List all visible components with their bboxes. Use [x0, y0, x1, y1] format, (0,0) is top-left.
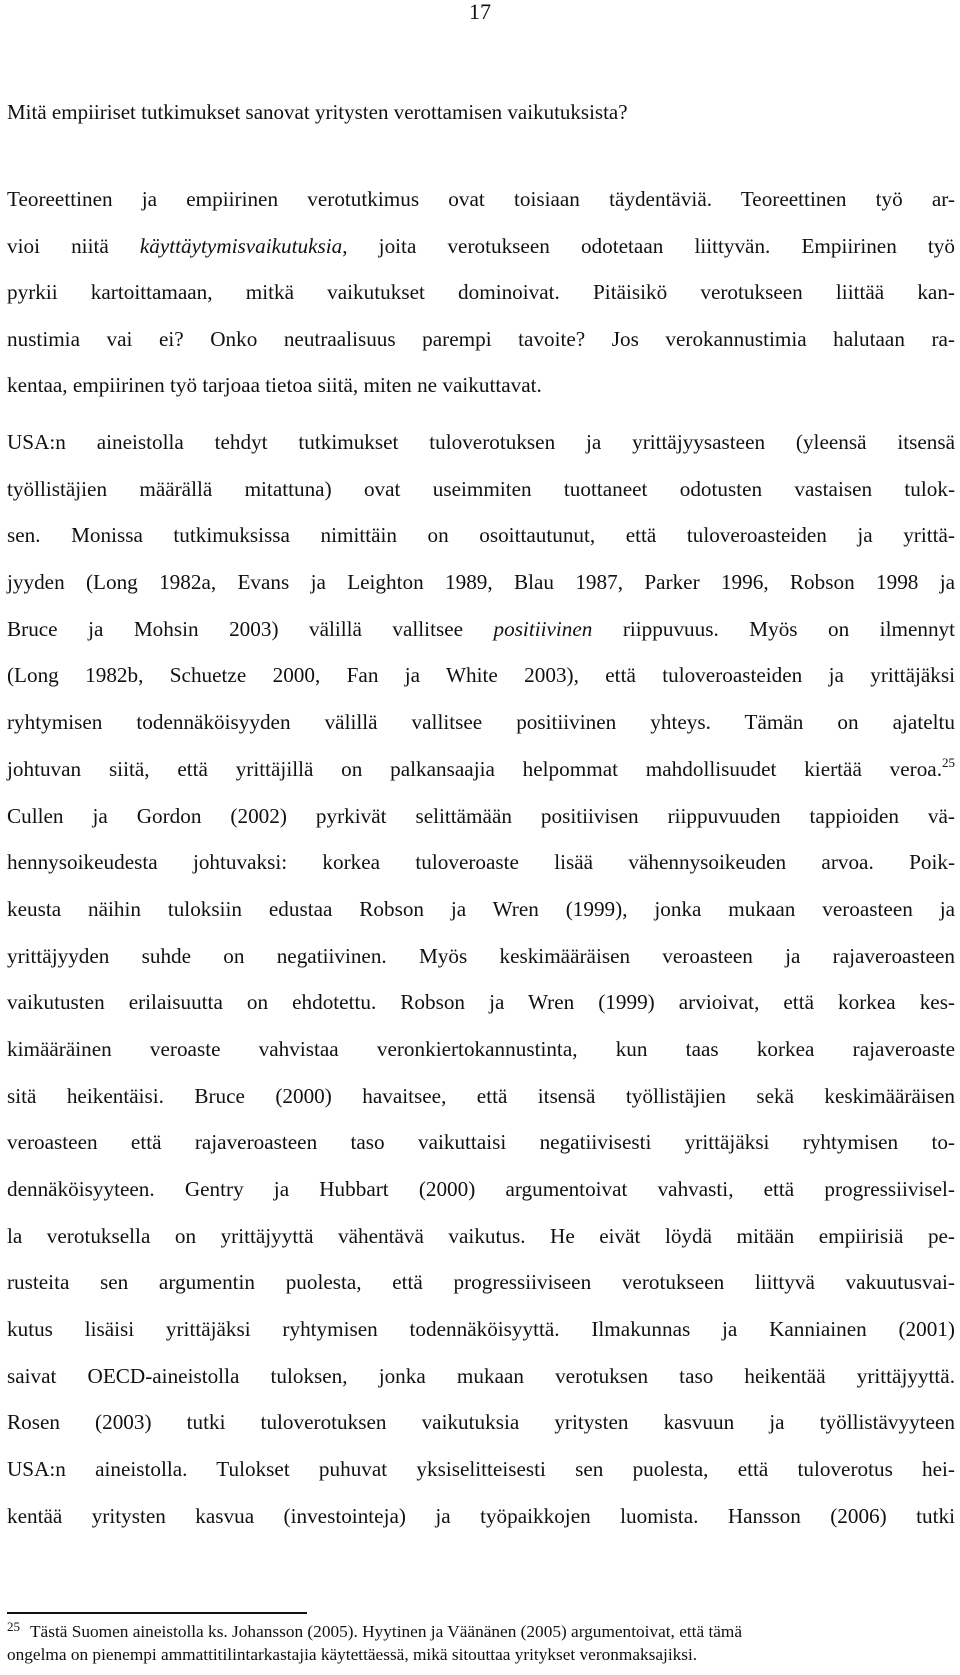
- footnote-line: [7, 1620, 955, 1643]
- paragraph-line: keusta näihin tuloksiin edustaa Robson ja Wren (1999), jonka mukaan veroasteen ja: [7, 896, 955, 921]
- section-heading: Mitä empiiriset tutkimukset sanovat yritysten verottamisen vaikutuksista?: [7, 100, 628, 124]
- paragraph-line: dennäköisyyteen. Gentry ja Hubbart (2000) argumentoivat vahvasti, että progressiivisel-: [7, 1177, 955, 1201]
- paragraph-line: USA:n aineistolla tehdyt tutkimukset tuloverotuksen ja yrittäjyysasteen (yleensä itsensä: [7, 430, 955, 454]
- paragraph-line: (Long 1982b, Schuetze 2000, Fan ja White 2003), että tuloveroasteiden ja yrittäjäksi: [7, 663, 955, 688]
- paragraph-line: kimääräinen veroaste vahvistaa veronkiertokannustinta, kun taas korkea rajaveroaste: [7, 1036, 955, 1061]
- paragraph-line: nustimia vai ei? Onko neutraalisuus parempi tavoite? Jos verokannustimia halutaan ra-: [7, 326, 955, 351]
- text-run: johtuvan siitä, että yrittäjillä on palkansaajia helpommat mahdollisuudet kiertää veroa.: [7, 756, 942, 781]
- paragraph-line: la verotuksella on yrittäjyyttä vähentävä vaikutus. He eivät löydä mitään empiirisiä pe-: [7, 1223, 955, 1248]
- paragraph-line: rusteita sen argumentin puolesta, että progressiiviseen verotukseen liittyvä vakuutusvai-: [7, 1270, 955, 1295]
- paragraph-line: ryhtymisen todennäköisyyden välillä vallitsee positiivinen yhteys. Tämän on ajateltu: [7, 710, 955, 735]
- paragraph-line: pyrkii kartoittamaan, mitkä vaikutukset dominoivat. Pitäisikö verotukseen liittää kan-: [7, 280, 955, 305]
- paragraph-line: veroasteen että rajaveroasteen taso vaikuttaisi negatiivisesti yrittäjäksi ryhtymisen to-: [7, 1130, 955, 1155]
- paragraph-line: hennysoikeudesta johtuvaksi: korkea tuloveroaste lisää vähennysoikeuden arvoa. Poik-: [7, 850, 955, 875]
- paragraph-1: [7, 176, 955, 409]
- paragraph-line: jyyden (Long 1982a, Evans ja Leighton 1989, Blau 1987, Parker 1996, Robson 1998 ja: [7, 570, 955, 595]
- paragraph-line: kentaa, empiirinen työ tarjoaa tietoa siitä, miten ne vaikuttavat.: [7, 373, 542, 398]
- paragraph-line: sen. Monissa tutkimuksissa nimittäin on osoittautunut, että tuloveroasteiden ja yrittä-: [7, 523, 955, 548]
- paragraph-line: USA:n aineistolla. Tulokset puhuvat yksiselitteisesti sen puolesta, että tuloverotus hei-: [7, 1457, 955, 1482]
- footnote-reference[interactable]: 25: [942, 754, 955, 770]
- paragraph-line: [7, 746, 955, 793]
- paragraph-line: työllistäjien määrällä mitattuna) ovat useimmiten tuottaneet odotusten vastaisen tulok-: [7, 476, 955, 501]
- italic-term: positiivinen: [493, 616, 593, 641]
- paragraph-line: Teoreettinen ja empiirinen verotutkimus ovat toisiaan täydentäviä. Teoreettinen työ ar-: [7, 187, 955, 211]
- footnote: [7, 1620, 955, 1666]
- paragraph-2: [7, 419, 955, 1540]
- text-run: vioi niitä: [7, 233, 140, 258]
- paragraph-line: [7, 223, 955, 270]
- footnote-line: ongelma on pienempi ammattitilintarkastajia käytettäessä, mikä sitouttaa yritykset veronmaksajiksi.: [7, 1645, 698, 1664]
- paragraph-line: yrittäjyyden suhde on negatiivinen. Myös keskimääräisen veroasteen ja rajaveroasteen: [7, 943, 955, 968]
- paragraph-line: kentää yritysten kasvua (investointeja) ja työpaikkojen luomista. Hansson (2006) tutki: [7, 1503, 955, 1528]
- text-run: riippuvuus. Myös on ilmennyt: [592, 616, 956, 641]
- footnote-divider: [7, 1612, 307, 1614]
- paragraph-line: [7, 606, 955, 653]
- paragraph-line: vaikutusten erilaisuutta on ehdotettu. Robson ja Wren (1999) arvioivat, että korkea kes-: [7, 990, 955, 1015]
- text-run: Bruce ja Mohsin 2003) välillä vallitsee: [7, 616, 494, 641]
- page-number: 17: [469, 0, 491, 24]
- paragraph-line: Cullen ja Gordon (2002) pyrkivät selittämään positiivisen riippuvuuden tappioiden vä-: [7, 803, 955, 828]
- footnote-number: 25: [7, 1619, 20, 1634]
- paragraph-line: Rosen (2003) tutki tuloverotuksen vaikutuksia yritysten kasvuun ja työllistävyyteen: [7, 1410, 955, 1435]
- paragraph-line: kutus lisäisi yrittäjäksi ryhtymisen todennäköisyyttä. Ilmakunnas ja Kanniainen (2001): [7, 1317, 955, 1342]
- footnote-text: Tästä Suomen aineistolla ks. Johansson (2005). Hyytinen ja Väänänen (2005) argumentoivat, että tämä: [30, 1622, 743, 1641]
- italic-term: käyttäytymisvaikutuksia: [139, 233, 343, 258]
- paragraph-line: sitä heikentäisi. Bruce (2000) havaitsee, että itsensä työllistäjien sekä keskimääräisen: [7, 1083, 955, 1108]
- paragraph-line: saivat OECD-aineistolla tuloksen, jonka mukaan verotuksen taso heikentää yrittäjyyttä.: [7, 1363, 955, 1388]
- text-run: , joita verotukseen odotetaan liittyvän. Empiirinen työ: [342, 233, 955, 258]
